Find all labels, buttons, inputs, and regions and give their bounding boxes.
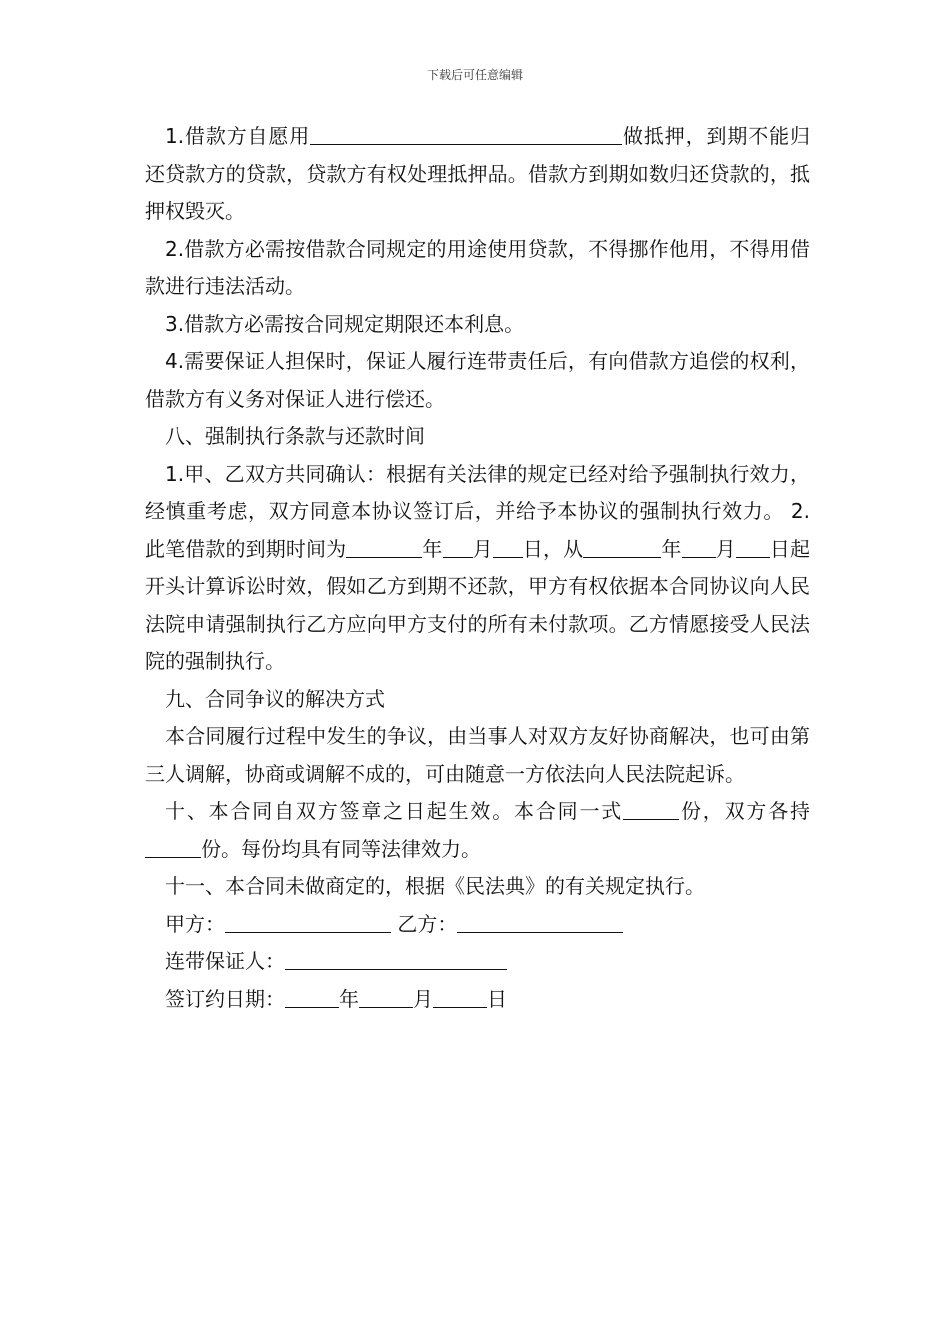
signature-parties: 甲方： 乙方： [145,906,810,944]
blank-due-month[interactable] [443,537,473,558]
blank-party-a[interactable] [225,912,391,933]
blank-start-day[interactable] [736,537,770,558]
clause-repayment: 3.借款方必需按合同规定期限还本利息。 [165,311,525,336]
page-header: 下载后可任意编辑 [426,68,523,82]
section-heading-8: 八、强制执行条款与还款时间 [165,424,425,448]
clause-collateral: 1.借款方自愿用 做抵押，到期不能归还贷款方的贷款，贷款方有权处理抵押品。借款方到期如数归还贷款的，抵押权毁灭。 [145,124,810,223]
clause-dispute: 本合同履行过程中发生的争议，由当事人对双方友好协商解决，也可由第三人调解，协商或调解不成的，可由随意一方依法向人民法院起诉。 [145,724,810,786]
contract-body [145,118,810,1018]
blank-start-month[interactable] [682,537,716,558]
blank-start-year[interactable] [583,537,661,558]
blank-sign-year[interactable] [285,987,339,1008]
blank-guarantor[interactable] [285,949,507,970]
clause-enforcement: 1.甲、乙双方共同确认：根据有关法律的规定已经对给予强制执行效力，经慎重考虑，双方同意本协议签订后，并给予本协议的强制执行效力。 2.此笔借款的到期时间为 年 月 日，从 年 月 日起开头计算诉讼时效，假如乙方到期不还款，甲方有权依据本合同协议向人民法院申请强制执行乙方应向甲方支付的所有未付款项。乙方情愿接受人民法院的强制执行。 [145,461,810,673]
signature-guarantor: 连带保证人： [145,943,810,981]
clause-effect: 十、本合同自双方签章之日起生效。本合同一式 份，双方各持份。每份均具有同等法律效力。 [145,793,810,868]
signature-date: 签订约日期： 年 月 日 [165,986,507,1011]
blank-copies-each[interactable] [145,837,201,858]
blank-due-year[interactable] [346,537,422,558]
blank-due-day[interactable] [493,537,523,558]
blank-sign-month[interactable] [359,987,413,1008]
clause-guarantor: 4.需要保证人担保时，保证人履行连带责任后，有向借款方追偿的权利，借款方有义务对保证人进行偿还。 [145,349,810,411]
clause-usage: 2.借款方必需按借款合同规定的用途使用贷款，不得挪作他用，不得用借款进行违法活动。 [145,236,810,298]
section-heading-9: 九、合同争议的解决方式 [165,686,385,711]
blank-copies-total[interactable] [623,799,679,820]
blank-party-b[interactable] [457,912,623,933]
blank-collateral[interactable] [310,124,622,145]
blank-sign-day[interactable] [433,987,487,1008]
clause-civil-code: 十一、本合同未做商定的，根据《民法典》的有关规定执行。 [165,874,705,898]
